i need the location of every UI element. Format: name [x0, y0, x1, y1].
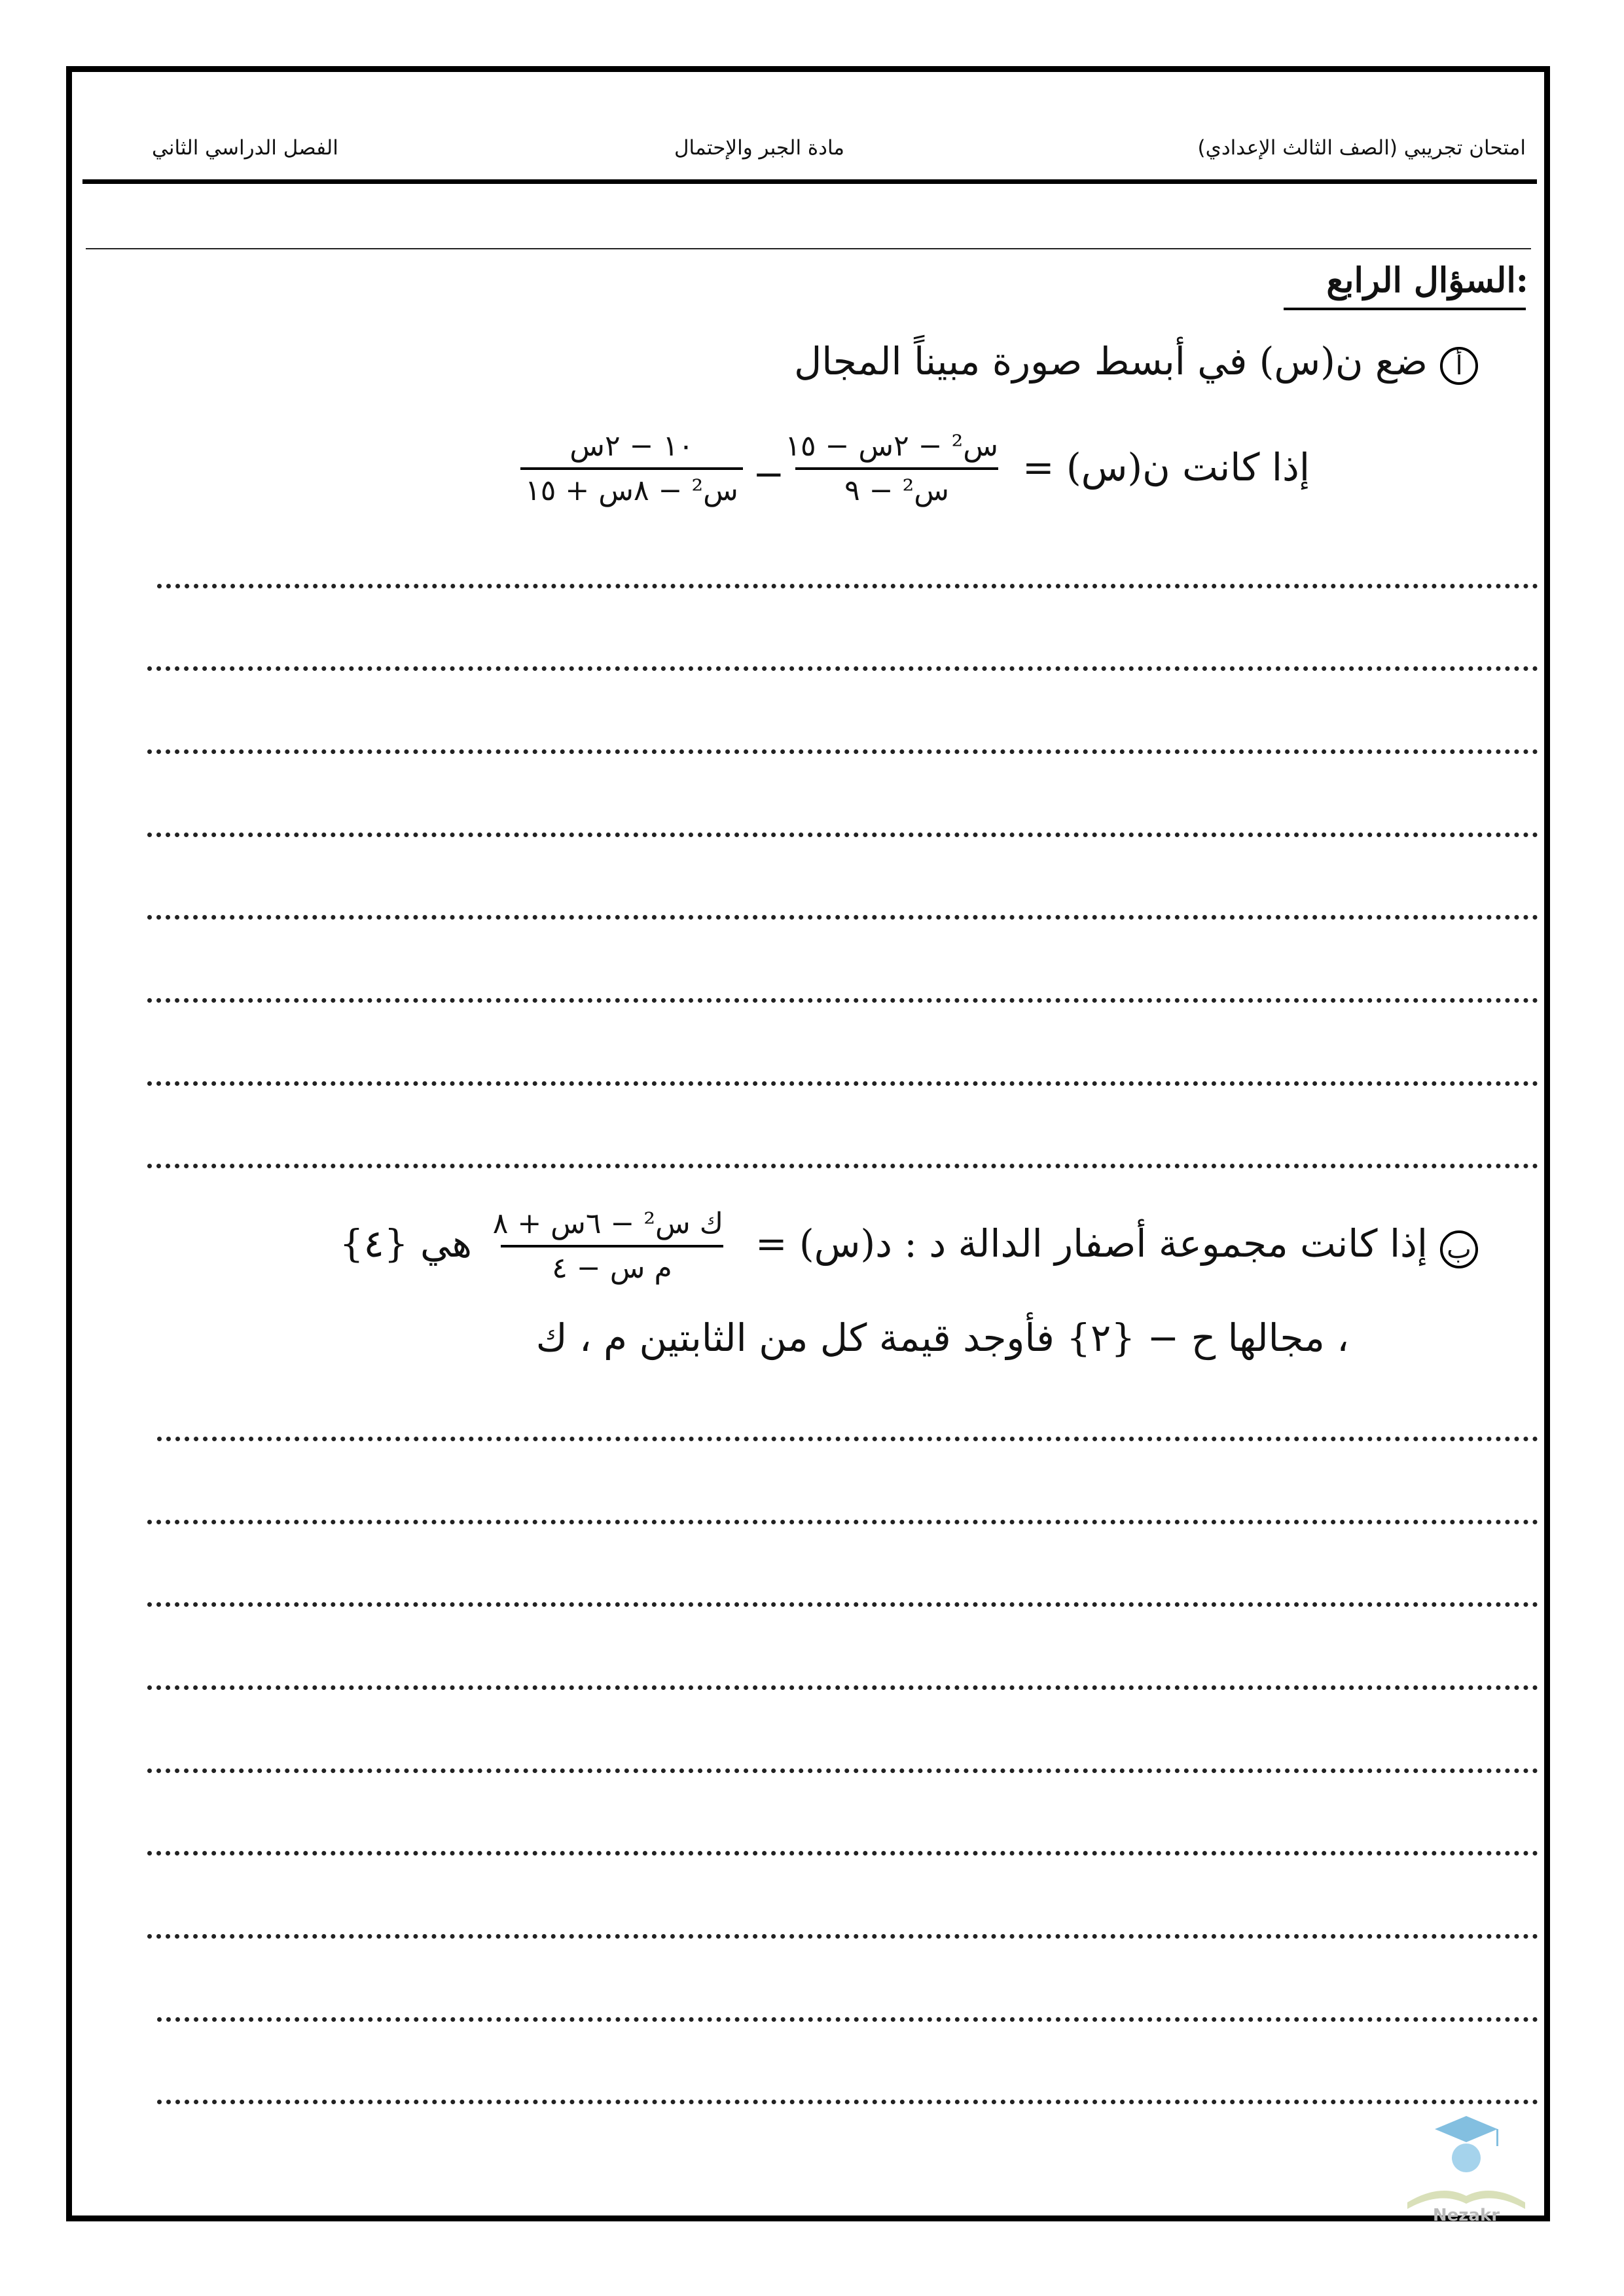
term-title: الفصل الدراسي الثاني [152, 136, 338, 160]
answer-line [157, 1437, 1538, 1441]
nezakr-logo [1381, 2104, 1551, 2225]
part-b-line2: ، مجالها ح − {٢} فأوجد قيمة كل من الثابتين م ، ك [535, 1316, 1349, 1360]
part-a-given-prefix: إذا كانت ن(س) = [1022, 445, 1310, 490]
answer-line [147, 666, 1538, 671]
question-title: السؤال الرابع: [1326, 260, 1528, 300]
part-b-line1-suffix: هي {٤} [339, 1221, 472, 1266]
answer-line [147, 915, 1538, 920]
fraction-1-numerator: س² − ٢س − ١٥ [785, 429, 998, 463]
part-b-denominator: م س − ٤ [552, 1251, 672, 1285]
header-rule [82, 179, 1537, 184]
question-title-underline [1284, 308, 1526, 310]
part-b-fraction [492, 1207, 723, 1285]
answer-line [147, 1768, 1538, 1773]
svg-text:Nezakr: Nezakr [1432, 2206, 1500, 2225]
fraction-1-denominator: س² − ٩ [844, 474, 949, 507]
part-b-line1-prefix: إذا كانت مجموعة أصفار الدالة د : د(س) = [755, 1221, 1428, 1266]
answer-line [147, 998, 1538, 1003]
answer-line [147, 1851, 1538, 1856]
graduate-book-icon [1381, 2104, 1551, 2225]
fraction-2-bar [520, 467, 743, 470]
subject-title: مادة الجبر والإحتمال [674, 136, 845, 160]
answer-line [147, 833, 1538, 837]
page-border [66, 66, 1550, 2221]
answer-line [157, 2017, 1538, 2022]
fraction-2-numerator: ١٠ − ٢س [569, 429, 694, 463]
answer-line [147, 1685, 1538, 1690]
exam-title: امتحان تجريبي (الصف الثالث الإعدادي) [1197, 136, 1526, 160]
answer-line [157, 584, 1538, 588]
part-a-marker: أ [1440, 347, 1478, 385]
part-a-statement: ضع ن(س) في أبسط صورة مبيناً المجال [794, 339, 1428, 384]
header-thin-rule [86, 248, 1531, 249]
answer-line [157, 2100, 1538, 2104]
fraction-1-bar [795, 467, 998, 470]
part-b-marker: ب [1440, 1230, 1478, 1268]
answer-line [147, 1602, 1538, 1607]
answer-line [147, 1934, 1538, 1939]
answer-line [147, 1081, 1538, 1086]
part-b-numerator: ك س² − ٦س + ٨ [492, 1207, 723, 1240]
part-a-fraction-1 [785, 429, 998, 507]
minus-sign: − [753, 452, 785, 496]
part-b-fraction-bar [501, 1245, 723, 1247]
part-a-fraction-2 [520, 429, 743, 507]
fraction-2-denominator: س² − ٨س + ١٥ [525, 474, 738, 507]
answer-line [147, 1520, 1538, 1524]
answer-line [147, 749, 1538, 754]
answer-line [147, 1164, 1538, 1168]
